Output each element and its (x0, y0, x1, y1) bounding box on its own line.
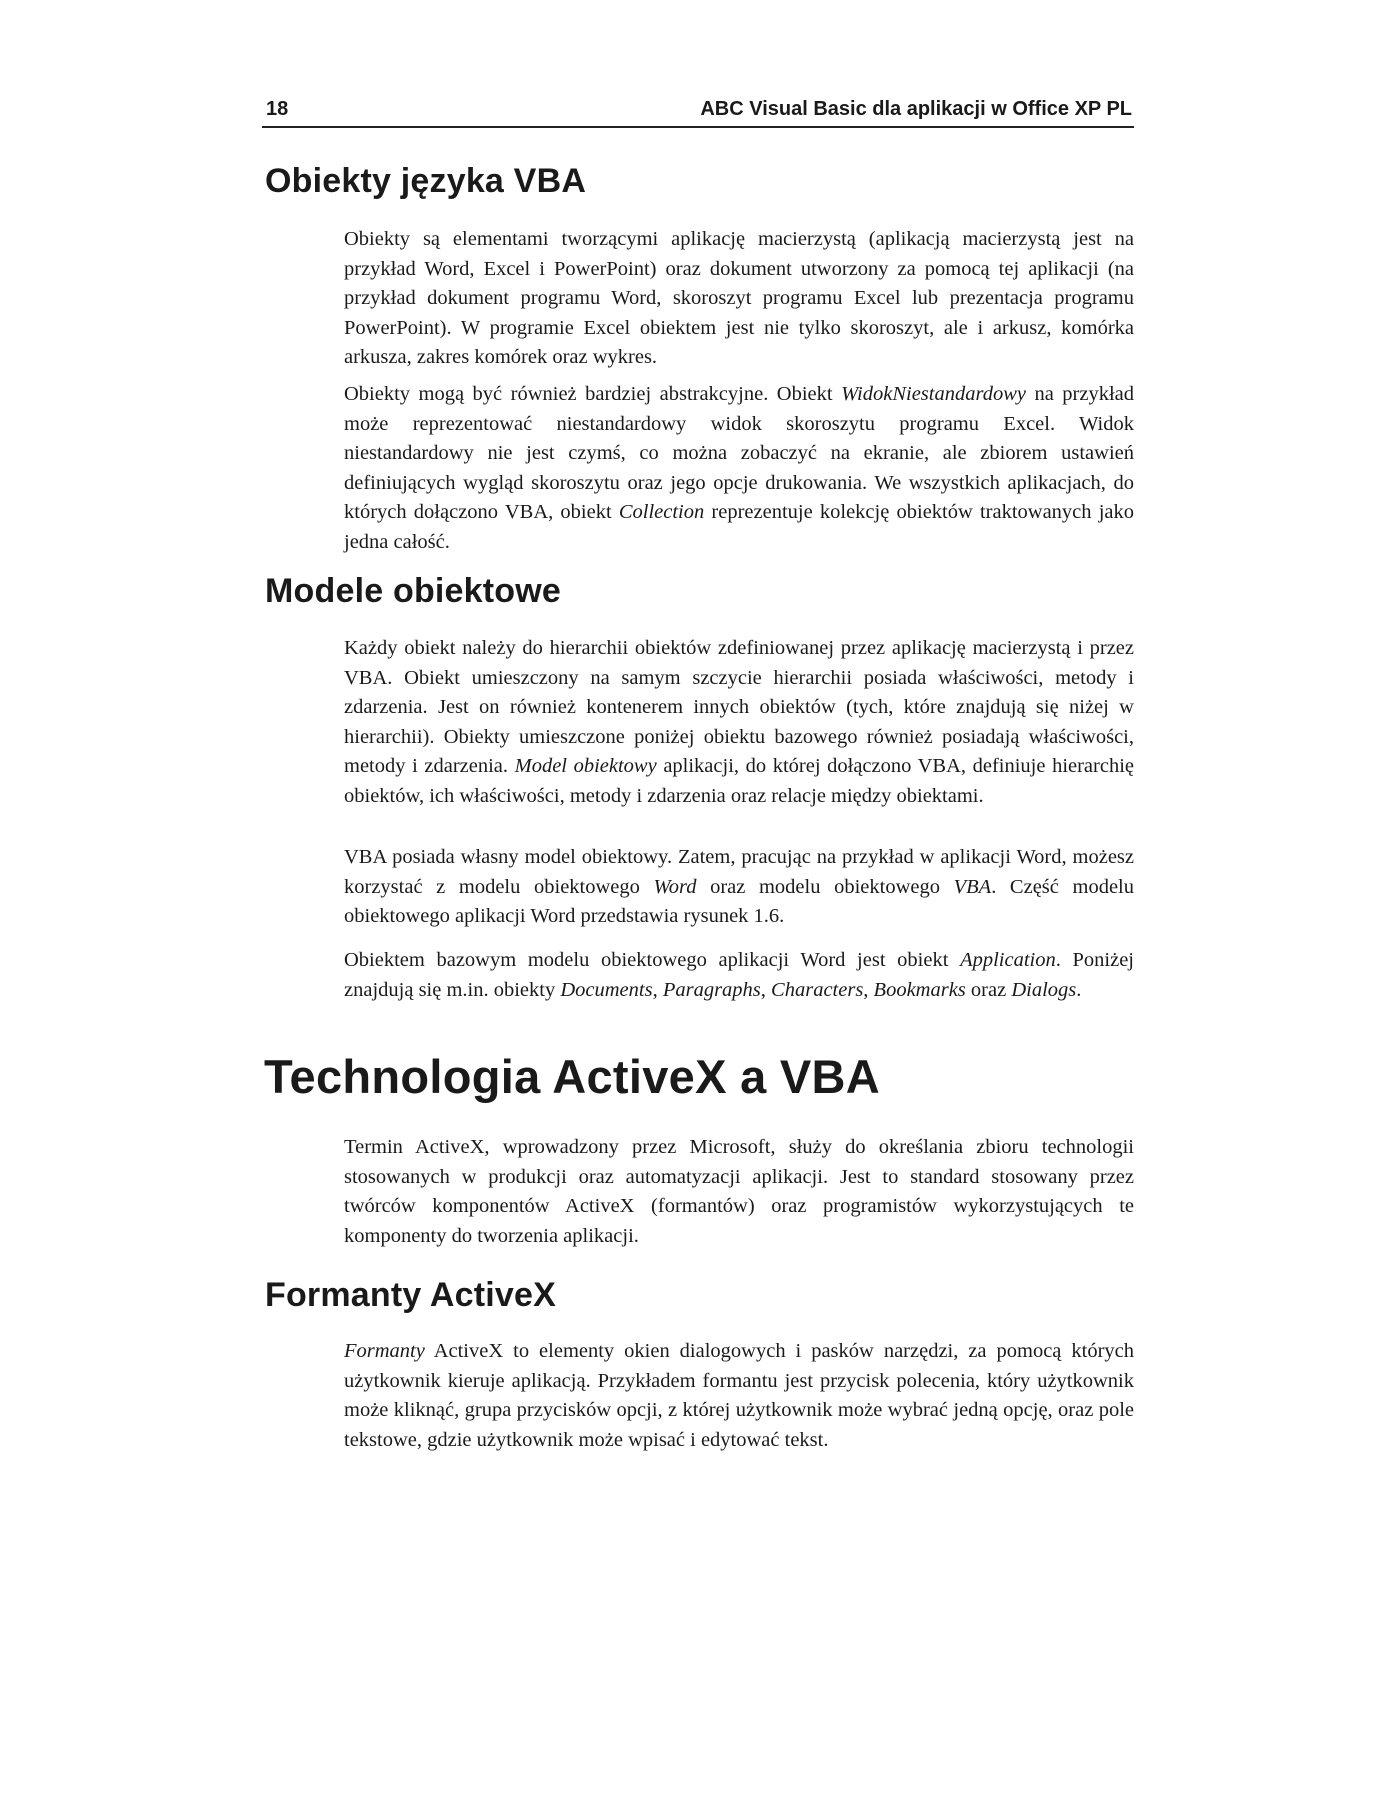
italic-term: Model obiektowy (514, 755, 657, 777)
paragraph: VBA posiada własny model obiektowy. Zatem, pracując na przykład w aplikacji Word, możesz korzystać z modelu obiektowego Word oraz modelu obiektowego VBA. Część modelu obiektowego aplikacji Word przedstawia rysunek 1.6. (344, 846, 1134, 927)
section-heading-vba-objects: Obiekty języka VBA (265, 162, 587, 200)
paragraph: Termin ActiveX, wprowadzony przez Microsoft, służy do określania zbioru technologii stosowanych w produkcji oraz automatyzacji aplikacji. Jest to standard stosowany przez twórców komponentów ActiveX (formantów) oraz programistów wykorzystujących te komponenty do tworzenia aplikacji. (344, 1136, 1134, 1247)
italic-term: Application (960, 949, 1056, 971)
italic-term: Dialogs (1011, 978, 1077, 1001)
section-heading-object-models: Modele obiektowe (265, 572, 562, 610)
italic-term: Characters (771, 978, 864, 1001)
page-header (262, 96, 1134, 128)
italic-term: Collection (618, 501, 705, 523)
italic-term: Word (653, 875, 697, 898)
section-heading-activex-controls: Formanty ActiveX (265, 1276, 557, 1314)
italic-term: Bookmarks (873, 978, 966, 1001)
page-number: 18 (266, 98, 289, 120)
italic-term: Formanty (344, 1340, 425, 1362)
italic-term: Paragraphs (662, 978, 761, 1001)
chapter-heading-activex: Technologia ActiveX a VBA (264, 1050, 881, 1103)
paragraph: Formanty ActiveX to elementy okien dialogowych i pasków narzędzi, za pomocą których użytkownik kieruje aplikacją. Przykładem formantu jest przycisk polecenia, który użytkownik może kliknąć, grupa przycisków opcji, z której użytkownik może wybrać jedną opcję, oraz pole tekstowe, gdzie użytkownik może wpisać i edytować tekst. (344, 1340, 1134, 1451)
paragraph: Obiektem bazowym modelu obiektowego aplikacji Word jest obiekt Application. Poniżej znajdują się m.in. obiekty Documents, Paragraphs, Characters, Bookmarks oraz Dialogs. (344, 949, 1134, 1001)
paragraph: Obiekty mogą być również bardziej abstrakcyjne. Obiekt WidokNiestandardowy na przykład może reprezentować niestandardowy widok skoroszytu programu Excel. Widok niestandardowy nie jest czymś, co można zobaczyć na ekranie, ale zbiorem ustawień definiujących wygląd skoroszytu oraz jego opcje drukowania. We wszystkich aplikacjach, do których dołączono VBA, obiekt Collection reprezentuje kolekcję obiektów traktowanych jako jedna całość. (344, 383, 1135, 553)
italic-term: WidokNiestandardowy (841, 383, 1026, 405)
italic-term: Documents (560, 978, 653, 1001)
running-title: ABC Visual Basic dla aplikacji w Office XP PL (700, 98, 1132, 120)
paragraph: Każdy obiekt należy do hierarchii obiektów zdefiniowanej przez aplikację macierzystą i przez VBA. Obiekt umieszczony na samym szczycie hierarchii posiada właściwości, metody i zdarzenia. Jest on również kontenerem innych obiektów (tych, które znajdują się niżej w hierarchii). Obiekty umieszczone poniżej obiektu bazowego również posiadają właściwości, metody i zdarzenia. Model obiektowy aplikacji, do której dołączono VBA, definiuje hierarchię obiektów, ich właściwości, metody i zdarzenia oraz relacje między obiektami. (344, 637, 1135, 807)
paragraph: Obiekty są elementami tworzącymi aplikację macierzystą (aplikacją macierzystą jest na przykład Word, Excel i PowerPoint) oraz dokument utworzony za pomocą tej aplikacji (na przykład dokument programu Word, skoroszyt programu Excel lub prezentacja programu PowerPoint). W programie Excel obiektem jest nie tylko skoroszyt, ale i arkusz, komórka arkusza, zakres komórek oraz wykres. (344, 228, 1134, 368)
italic-term: VBA (953, 875, 992, 898)
